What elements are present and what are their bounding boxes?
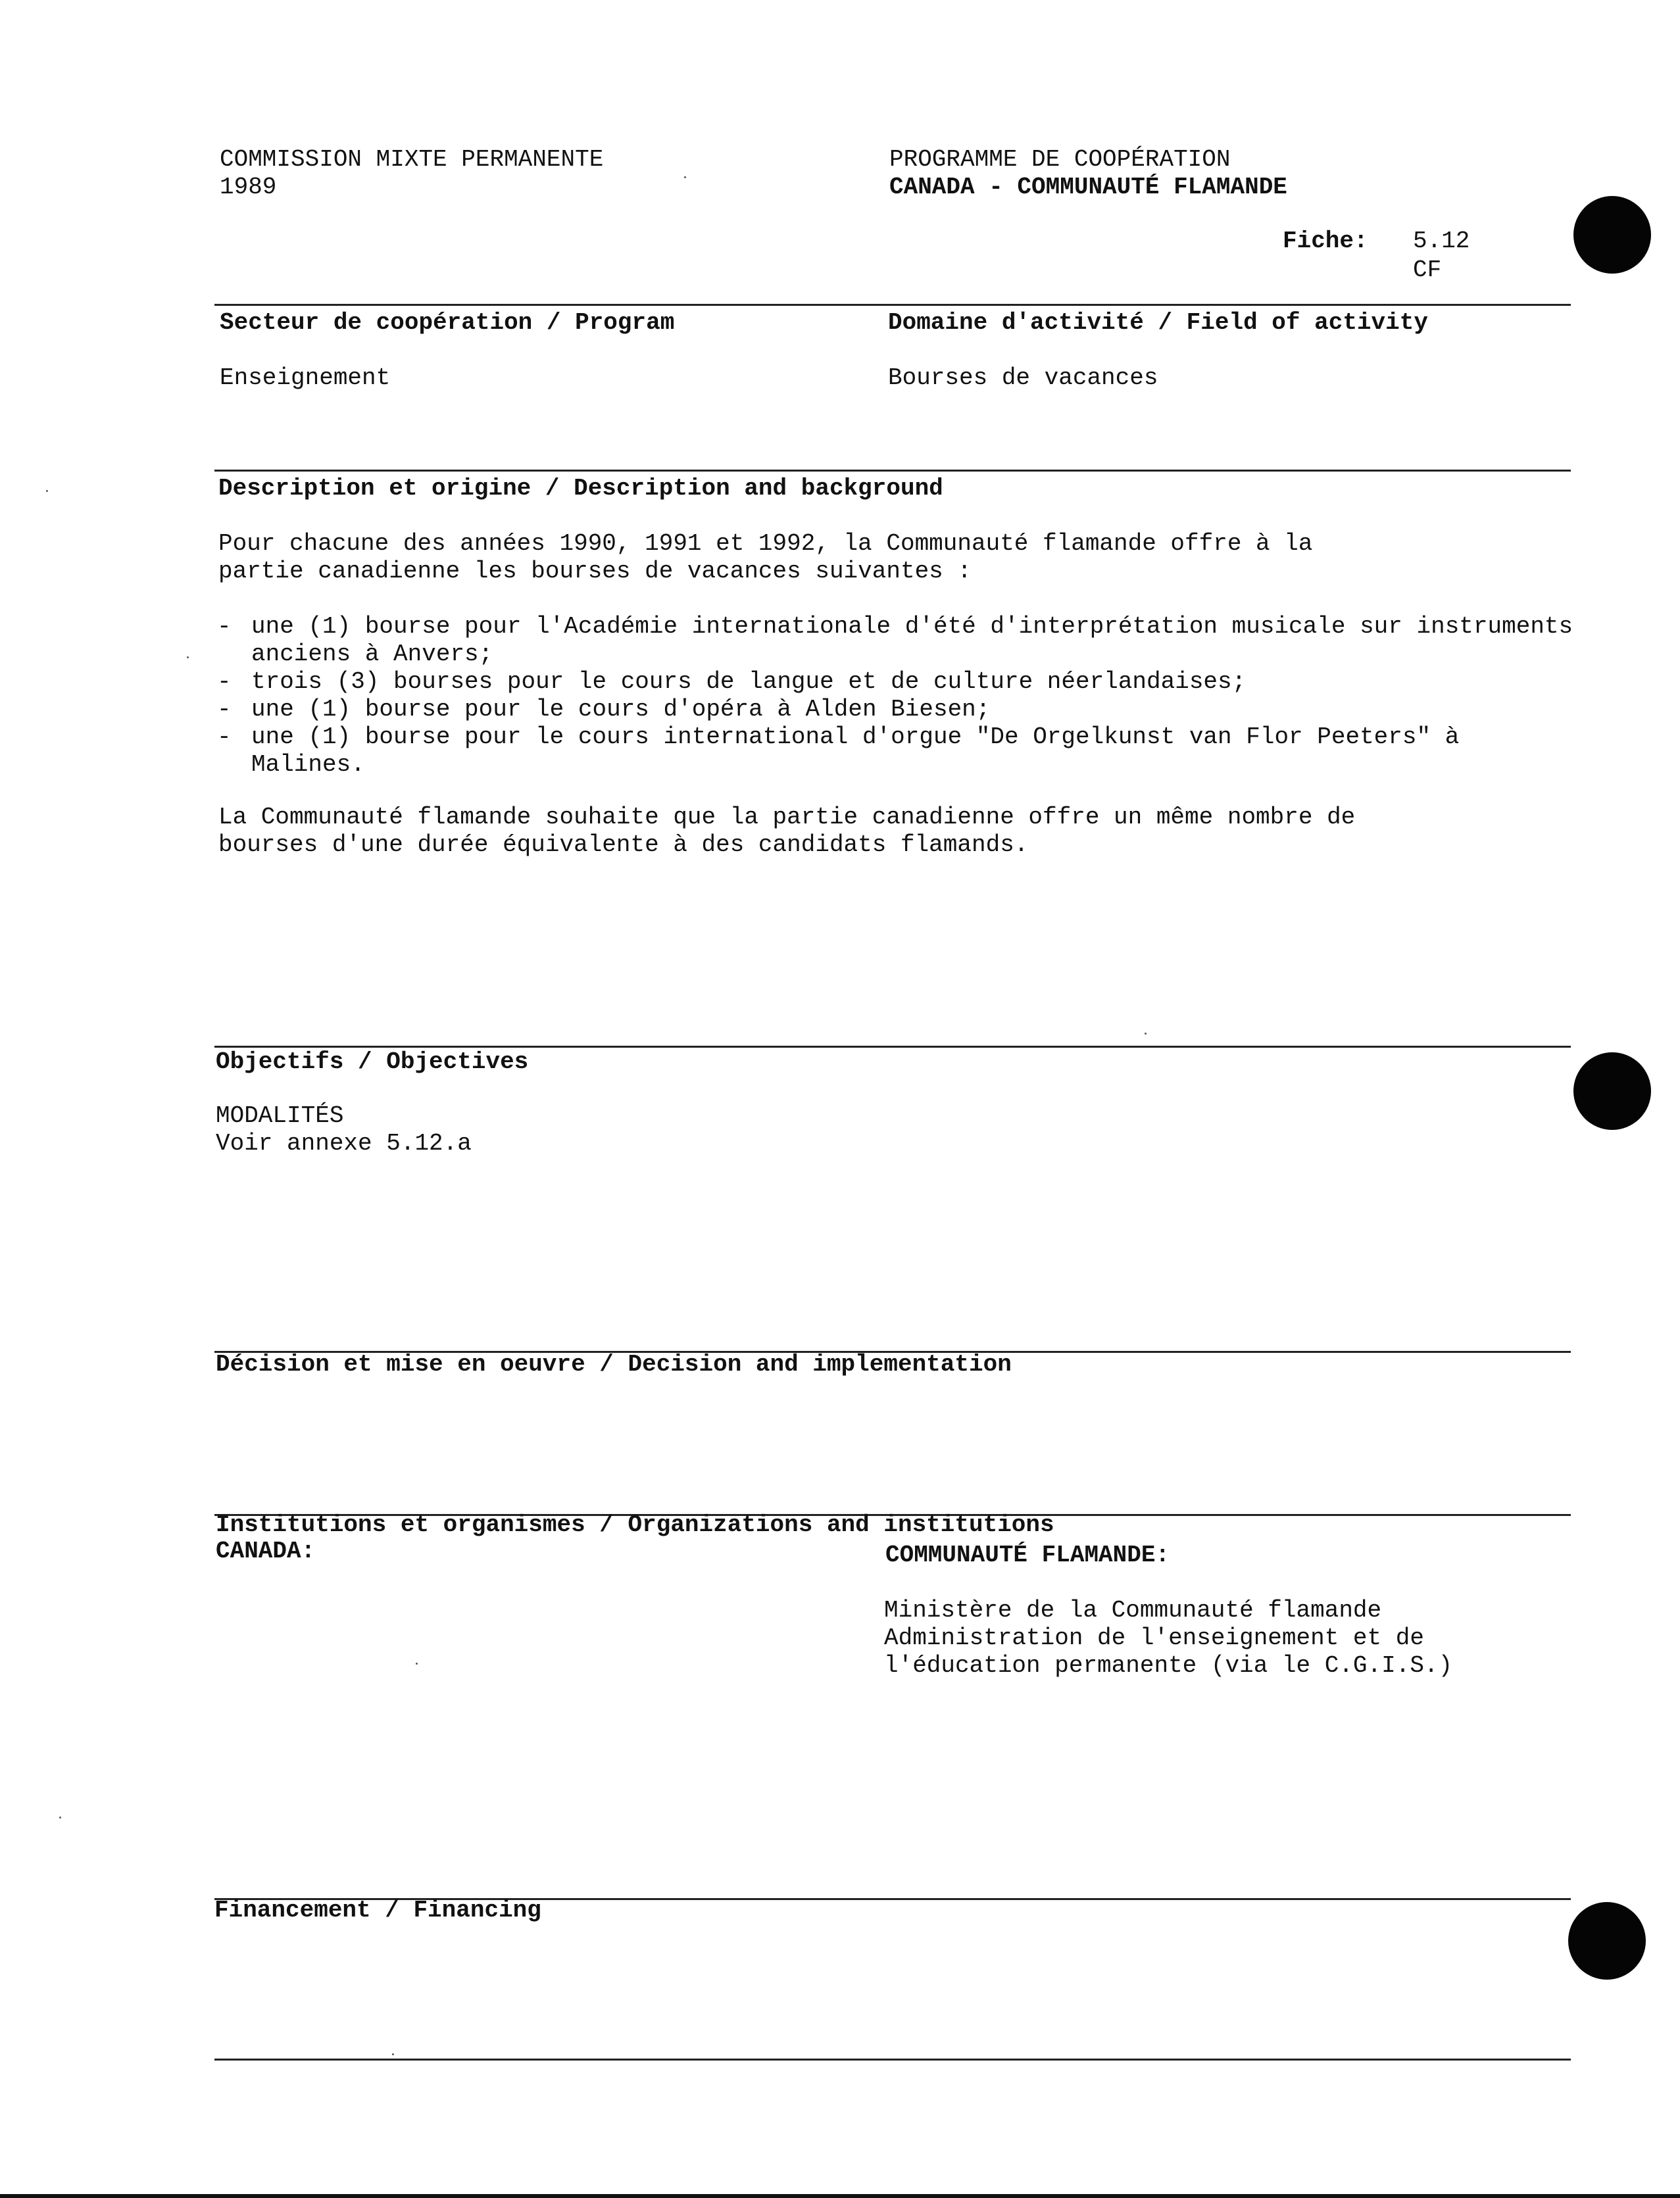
objectives-heading: Objectifs / Objectives bbox=[216, 1048, 529, 1075]
fiche-number: 5.12 bbox=[1413, 228, 1470, 255]
list-item: - une (1) bourse pour le cours d'opéra à Alden Biesen; bbox=[217, 696, 991, 723]
list-item: - une (1) bourse pour l'Académie internationale d'été d'interprétation musicale sur instruments anciens à Anvers; bbox=[217, 613, 1573, 668]
punch-hole-bottom bbox=[1568, 1902, 1646, 1980]
punch-hole-top bbox=[1573, 196, 1651, 274]
flemish-org-line2: Administration de l'enseignement et de bbox=[884, 1624, 1424, 1651]
list-item-text: trois (3) bourses pour le cours de langue et de culture néerlandaises; bbox=[251, 668, 1247, 695]
objectives-annex-ref: Voir annexe 5.12.a bbox=[216, 1130, 472, 1157]
description-intro-line2: partie canadienne les bourses de vacances suivantes : bbox=[218, 558, 972, 585]
field-heading: Domaine d'activité / Field of activity bbox=[888, 309, 1428, 336]
programme-title: PROGRAMME DE COOPÉRATION bbox=[889, 146, 1231, 173]
scan-bottom-edge bbox=[0, 2194, 1680, 2198]
divider-description bbox=[214, 470, 1571, 472]
sector-heading: Secteur de coopération / Program bbox=[220, 309, 675, 336]
fiche-code: CF bbox=[1413, 256, 1442, 283]
list-item: - trois (3) bourses pour le cours de langue et de culture néerlandaises; bbox=[217, 668, 1247, 695]
list-item-text: une (1) bourse pour l'Académie internationale d'été d'interprétation musicale sur instruments anciens à Anvers; bbox=[251, 613, 1573, 668]
decision-heading: Décision et mise en oeuvre / Decision and implementation bbox=[216, 1351, 1012, 1378]
institutions-heading: Institutions et organismes / Organizations and institutions bbox=[216, 1511, 1054, 1538]
description-closing-line1: La Communauté flamande souhaite que la partie canadienne offre un même nombre de bbox=[218, 804, 1356, 831]
punch-hole-middle bbox=[1573, 1052, 1651, 1130]
field-value: Bourses de vacances bbox=[888, 364, 1158, 391]
description-closing-line2: bourses d'une durée équivalente à des candidats flamands. bbox=[218, 831, 1029, 858]
scan-speck bbox=[1145, 1033, 1147, 1035]
list-item: - une (1) bourse pour le cours international d'orgue "De Orgelkunst van Flor Peeters" à Malines. bbox=[217, 723, 1460, 778]
commission-year: 1989 bbox=[220, 174, 277, 201]
list-item-text: une (1) bourse pour le cours international d'orgue "De Orgelkunst van Flor Peeters" à Malines. bbox=[251, 723, 1460, 778]
sector-value: Enseignement bbox=[220, 364, 391, 391]
scan-speck bbox=[187, 656, 189, 658]
divider-bottom bbox=[214, 2059, 1571, 2061]
commission-title: COMMISSION MIXTE PERMANENTE bbox=[220, 146, 604, 173]
scan-speck bbox=[416, 1663, 418, 1665]
description-intro-line1: Pour chacune des années 1990, 1991 et 1992, la Communauté flamande offre à la bbox=[218, 530, 1313, 557]
divider-sector bbox=[214, 304, 1571, 306]
scan-speck bbox=[684, 176, 686, 178]
programme-subtitle: CANADA - COMMUNAUTÉ FLAMANDE bbox=[889, 174, 1287, 201]
scholarship-list bbox=[217, 613, 1573, 779]
description-heading: Description et origine / Description and background bbox=[218, 475, 943, 502]
divider-objectives bbox=[214, 1046, 1571, 1048]
scan-speck bbox=[59, 1817, 61, 1819]
fiche-label: Fiche: bbox=[1283, 228, 1368, 255]
flemish-org-line1: Ministère de la Communauté flamande bbox=[884, 1597, 1382, 1624]
objectives-modalites: MODALITÉS bbox=[216, 1102, 344, 1129]
scan-speck bbox=[46, 490, 48, 492]
canada-label: CANADA: bbox=[216, 1538, 316, 1565]
list-item-text: une (1) bourse pour le cours d'opéra à Alden Biesen; bbox=[251, 696, 991, 723]
scan-speck bbox=[392, 2053, 394, 2055]
flemish-org-line3: l'éducation permanente (via le C.G.I.S.) bbox=[884, 1652, 1453, 1679]
flemish-label: COMMUNAUTÉ FLAMANDE: bbox=[885, 1542, 1170, 1569]
financing-heading: Financement / Financing bbox=[214, 1897, 541, 1924]
